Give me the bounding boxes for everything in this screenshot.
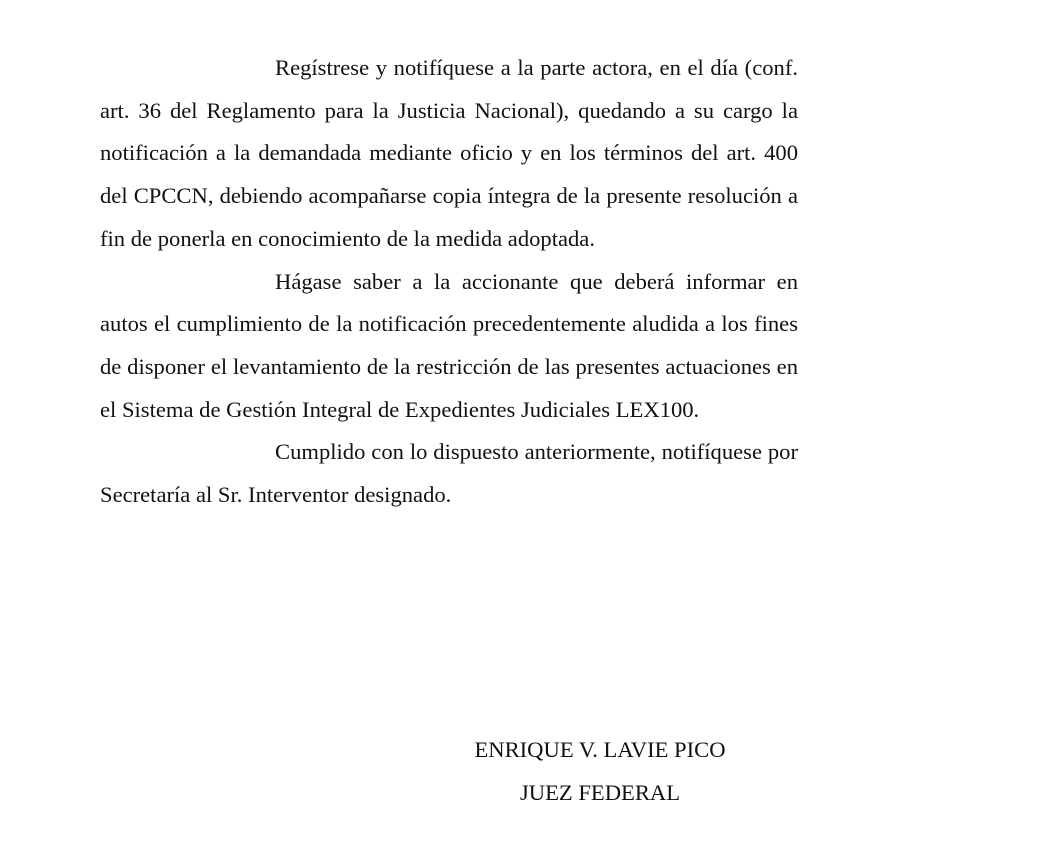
paragraph-registrese: Regístrese y notifíquese a la parte actora, en el día (conf. art. 36 del Reglamento para la Justicia Nacional), quedando a su cargo la notificación a la demandada mediante oficio y en los términos del art. 400 del CPCCN, debiendo acompañarse copia íntegra de la presente resolución a fin de ponerla en conocimiento de la medida adoptada.: [100, 55, 798, 251]
signature-block: [400, 728, 800, 814]
paragraph-cumplido: Cumplido con lo dispuesto anteriormente, notifíquese por Secretaría al Sr. Interventor designado.: [100, 439, 798, 508]
signatory-title: JUEZ FEDERAL: [519, 780, 681, 805]
paragraph-hagase-saber: Hágase saber a la accionante que deberá informar en autos el cumplimiento de la notificación precedentemente aludida a los fines de disponer el levantamiento de la restricción de las presentes actuaciones en el Sistema de Gestión Integral de Expedientes Judiciales LEX100.: [100, 268, 798, 422]
signatory-name: ENRIQUE V. LAVIE PICO: [474, 737, 726, 762]
document-body: [100, 47, 798, 517]
